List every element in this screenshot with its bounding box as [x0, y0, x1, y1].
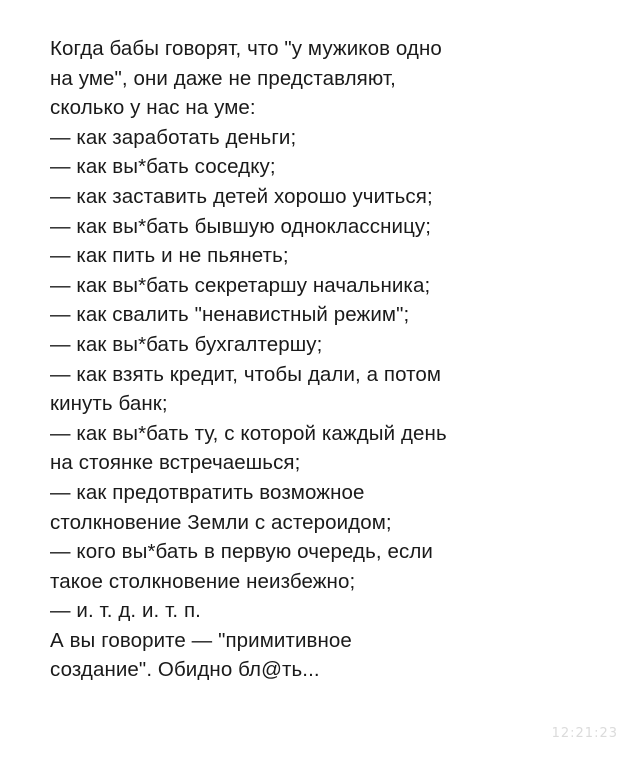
text-line: на стоянке встречаешься; — [50, 451, 301, 475]
text-line: на уме", они даже не представляют, — [50, 66, 396, 90]
text-line: — как свалить "ненавистный режим"; — [50, 303, 410, 327]
text-line: столкновение Земли с астероидом; — [50, 510, 392, 534]
text-line: кинуть банк; — [50, 392, 168, 416]
text-line: Когда бабы говорят, что "у мужиков одно — [50, 37, 442, 60]
text-line: такое столкновение неизбежно; — [50, 569, 356, 593]
text-line: — как вы*бать соседку; — [50, 155, 276, 179]
text-line: — и. т. д. и. т. п. — [50, 599, 201, 623]
text-line: — кого вы*бать в первую очередь, если — [50, 540, 433, 564]
text-line: — как предотвратить возможное — [50, 480, 365, 504]
text-line: создание". Обидно бл@ть... — [50, 658, 320, 682]
text-line: А вы говорите — "примитивное — [50, 628, 352, 652]
text-line: — как пить и не пьянеть; — [50, 244, 289, 268]
text-line: — как взять кредит, чтобы дали, а потом — [50, 362, 442, 386]
joke-text-block — [50, 34, 594, 685]
text-line: — как вы*бать ту, с которой каждый день — [50, 421, 447, 445]
text-line: — как вы*бать бывшую одноклассницу; — [50, 214, 432, 238]
text-line: — как заработать деньги; — [50, 125, 297, 149]
text-line: — как заставить детей хорошо учиться; — [50, 184, 433, 208]
text-line: — как вы*бать бухгалтершу; — [50, 332, 323, 356]
text-line: сколько у нас на уме: — [50, 96, 256, 120]
watermark-timestamp: 12:21:23 — [551, 726, 618, 741]
text-line: — как вы*бать секретаршу начальника; — [50, 273, 431, 297]
